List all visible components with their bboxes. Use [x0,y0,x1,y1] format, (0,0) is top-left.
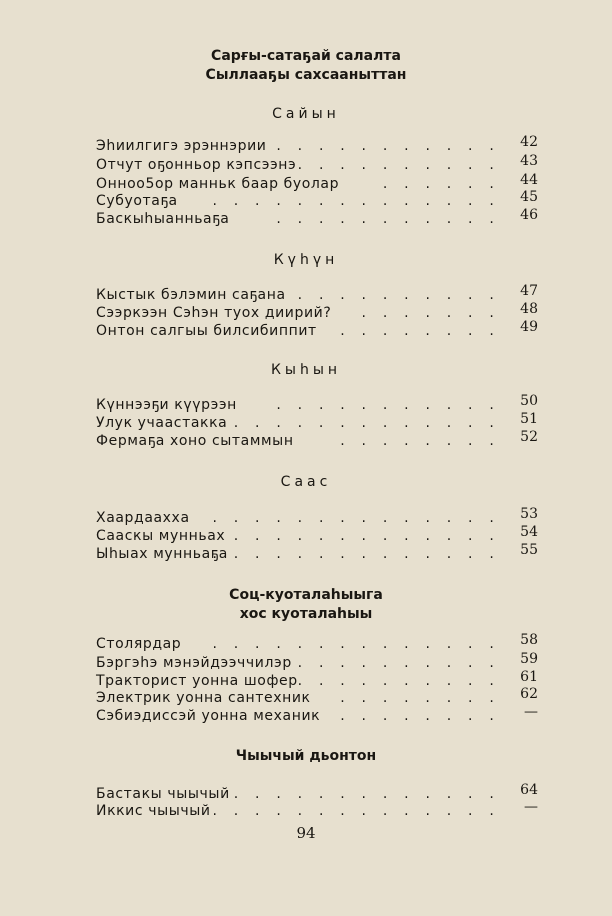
toc-page-number: 45 [520,189,538,205]
section-title: Күһүн [273,252,339,268]
page-number: 94 [296,824,316,842]
page-title-line-2: Сыллааҕы сахсааныттан [205,67,407,83]
toc-page-number: 54 [520,524,538,540]
section-title: Чыычый дьонтон [235,748,377,764]
section-title: Кыһын [270,362,342,378]
toc-entry-label: Столярдар [96,636,182,652]
toc-page-number: 51 [520,411,538,427]
toc-entry-label: Сээркээн Сэһэн туох диирий? [96,305,332,321]
toc-page-number: — [524,799,538,815]
toc-entry-label: Улук учаастакка [96,415,228,431]
toc-leader-dots: . . . . . . . . . . [297,655,500,671]
toc-page-number: 50 [520,393,538,409]
toc-entry-label: Субуотаҕа [96,193,178,209]
toc-entry [96,651,540,673]
toc-entry [96,799,540,821]
toc-entry-label: Хаардаахха [96,510,190,526]
toc-page-number: 53 [520,506,538,522]
toc-entry-label: Сэбиэдиссэй уонна механик [96,708,321,724]
toc-leader-dots: . . . . . . . . . . . . . . [212,510,500,526]
toc-leader-dots: . . . . . . . . . . [297,287,500,303]
toc-entry [96,301,540,323]
toc-leader-dots: . . . . . . . . . . . . . [233,415,500,431]
toc-leader-dots: . . . . . . . . [340,433,500,449]
toc-entry-label: Фермаҕа хоно сытаммын [96,433,294,449]
toc-entry-label: Тракторист уонна шофер [96,673,298,689]
toc-leader-dots: . . . . . . . [361,305,500,321]
toc-page-number: 52 [520,429,538,445]
toc-entry [96,319,540,341]
toc-entry-label: Электрик уонна сантехник [96,690,311,706]
toc-entry [96,542,540,564]
toc-leader-dots: . . . . . . . . [340,708,500,724]
toc-entry-label: Бэргэһэ мэнэйдээччилэр [96,655,292,671]
toc-entry-label: Онноо5ор манньк баар буолар [96,176,340,192]
toc-entry-label: Баскыһыанньаҕа [96,211,230,227]
toc-entry [96,207,540,229]
toc-page-number: 42 [520,134,538,150]
toc-entry [96,704,540,726]
toc-entry [96,429,540,451]
section-title: Соц-куоталаһыыга хос куоталаһыы [229,587,383,622]
toc-page-number: 61 [520,669,538,685]
page-title-line-1: Сарғы-сатаҕай салалта [211,48,401,64]
toc-entry [96,283,540,305]
toc-leader-dots: . . . . . . [382,176,500,192]
section-title: Саас [280,474,332,490]
toc-entry-label: Кыстык бэлэмин саҕана [96,287,286,303]
toc-page-number: 59 [520,651,538,667]
toc-page-number: — [524,704,538,720]
toc-leader-dots: . . . . . . . . . . . . . [233,786,500,802]
toc-page-number: 64 [520,782,538,798]
toc-entry [96,189,540,211]
toc-entry-label: Сааскы мунньах [96,528,226,544]
toc-leader-dots: . . . . . . . . . . . . . . [212,636,500,652]
toc-leader-dots: . . . . . . . . . . . . . . [212,193,500,209]
toc-leader-dots: . . . . . . . . . . . . . [233,528,500,544]
toc-page-number: 62 [520,686,538,702]
toc-page-number: 55 [520,542,538,558]
toc-leader-dots: . . . . . . . . . . [297,673,500,689]
section-title: Сайын [272,106,340,122]
toc-entry-label: Онтон салгыы билсибиппит [96,323,317,339]
toc-entry [96,153,540,175]
toc-entry [96,686,540,708]
toc-leader-dots: . . . . . . . . [340,690,500,706]
toc-leader-dots: . . . . . . . . . . . . . . [212,803,500,819]
toc-entry-label: Эhиилгигэ эрэннэрии [96,138,267,154]
toc-page-number: 47 [520,283,538,299]
toc-leader-dots: . . . . . . . . . . [297,157,500,173]
toc-leader-dots: . . . . . . . . . . . [276,138,500,154]
toc-entry [96,506,540,528]
toc-entry-label: Бастакы чыычый [96,786,230,802]
toc-leader-dots: . . . . . . . . . . . [276,397,500,413]
toc-entry [96,782,540,804]
toc-entry [96,632,540,654]
toc-entry [96,669,540,691]
toc-page-number: 43 [520,153,538,169]
toc-page-number: 44 [520,172,538,188]
toc-entry [96,524,540,546]
toc-entry [96,134,540,156]
toc-entry-label: Отчут оҕонньор кэпсээнэ [96,157,297,173]
toc-entry [96,393,540,415]
toc-leader-dots: . . . . . . . . [340,323,500,339]
toc-entry [96,411,540,433]
toc-entry-label: Күннээҕи күүрээн [96,397,237,413]
toc-page-number: 49 [520,319,538,335]
toc-page-number: 48 [520,301,538,317]
toc-entry [96,172,540,194]
toc-leader-dots: . . . . . . . . . . . [276,211,500,227]
toc-entry-label: Ыһыах мунньаҕа [96,546,228,562]
toc-entry-label: Иккис чыычый [96,803,211,819]
toc-page-number: 58 [520,632,538,648]
toc-page-number: 46 [520,207,538,223]
toc-leader-dots: . . . . . . . . . . . . . . [212,546,500,562]
